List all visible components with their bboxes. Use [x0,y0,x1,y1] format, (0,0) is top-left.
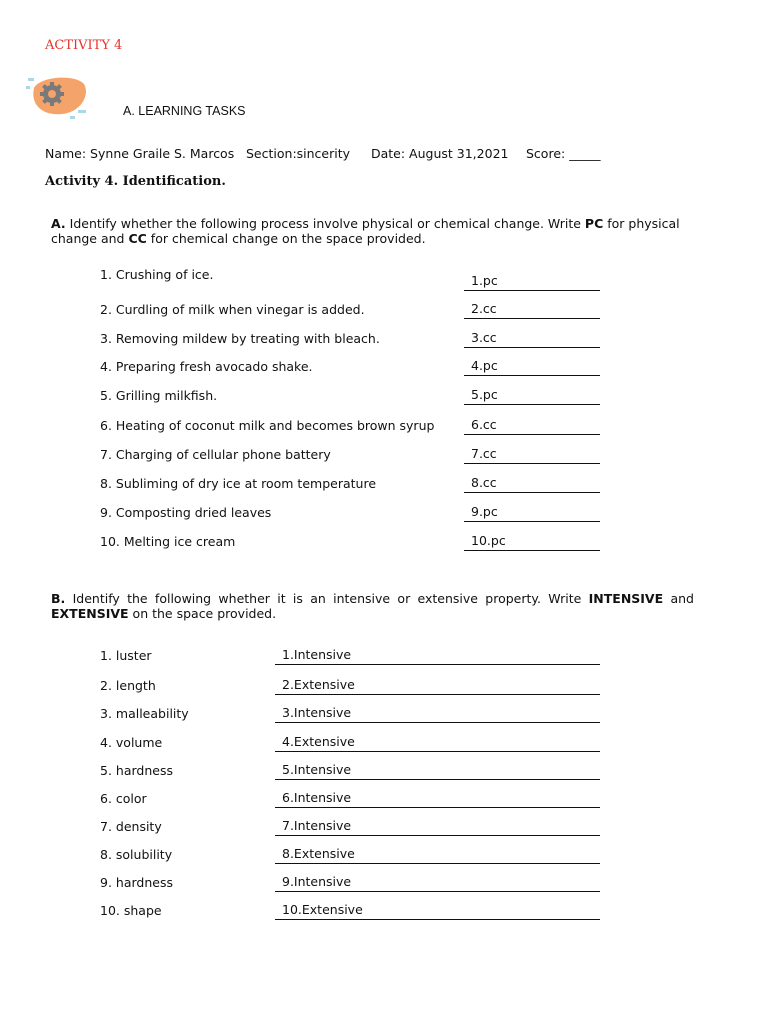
part-a-instructions: A. Identify whether the following process involve physical or chemical change. Write PC for physical change and CC for chemical change on the space provided. [51,216,680,246]
part-a-label: A. [51,216,66,231]
question-item: 10. Melting ice cream [100,534,236,549]
activity-title: Activity 4. Identification. [45,174,226,189]
question-item: 4. volume [100,735,163,750]
question-item: 4. Preparing fresh avocado shake. [100,359,313,374]
learning-tasks-title: A. LEARNING TASKS [123,104,246,118]
question-item: 7. density [100,819,162,834]
question-item: 6. color [100,791,147,806]
answer-field[interactable]: 9.Intensive [275,875,600,892]
answer-field[interactable]: 1.Intensive [275,648,600,665]
answer-field[interactable]: 6.Intensive [275,791,600,808]
question-item: 8. solubility [100,847,173,862]
question-item: 9. hardness [100,875,173,890]
answer-field[interactable]: 9.pc [464,505,600,522]
question-item: 9. Composting dried leaves [100,505,272,520]
answer-field[interactable]: 4.pc [464,359,600,376]
submission-date: Date: August 31,2021 [371,146,509,161]
answer-field[interactable]: 5.Intensive [275,763,600,780]
answer-field[interactable]: 2.cc [464,302,600,319]
part-b-instructions: B. Identify the following whether it is an intensive or extensive property. Write INTENSIVE and EXTENSIVE on the space provided. [51,591,694,621]
answer-field[interactable]: 10.Extensive [275,903,600,920]
question-item: 5. hardness [100,763,173,778]
question-item: 3. malleability [100,706,189,721]
question-item: 5. Grilling milkfish. [100,388,218,403]
question-item: 1. Crushing of ice. [100,267,214,282]
student-section: Section:sincerity [246,146,351,161]
answer-field[interactable]: 10.pc [464,534,600,551]
answer-field[interactable]: 5.pc [464,388,600,405]
score-field: Score: _____ [526,146,601,161]
question-item: 2. Curdling of milk when vinegar is added. [100,302,365,317]
answer-field[interactable]: 8.cc [464,476,600,493]
question-item: 7. Charging of cellular phone battery [100,447,331,462]
gear-icon [26,72,90,122]
answer-field[interactable]: 7.Intensive [275,819,600,836]
question-item: 1. luster [100,648,152,663]
answer-field[interactable]: 1.pc [464,274,600,291]
answer-field[interactable]: 4.Extensive [275,735,600,752]
student-name: Name: Synne Graile S. Marcos [45,146,235,161]
answer-field[interactable]: 8.Extensive [275,847,600,864]
answer-field[interactable]: 3.Intensive [275,706,600,723]
question-item: 2. length [100,678,156,693]
question-item: 3. Removing mildew by treating with bleach. [100,331,380,346]
activity-label: ACTIVITY 4 [45,38,123,53]
question-item: 6. Heating of coconut milk and becomes brown syrup [100,418,435,433]
answer-field[interactable]: 6.cc [464,418,600,435]
answer-field[interactable]: 2.Extensive [275,678,600,695]
part-b-label: B. [51,591,66,606]
question-item: 10. shape [100,903,162,918]
answer-field[interactable]: 7.cc [464,447,600,464]
answer-field[interactable]: 3.cc [464,331,600,348]
question-item: 8. Subliming of dry ice at room temperature [100,476,377,491]
